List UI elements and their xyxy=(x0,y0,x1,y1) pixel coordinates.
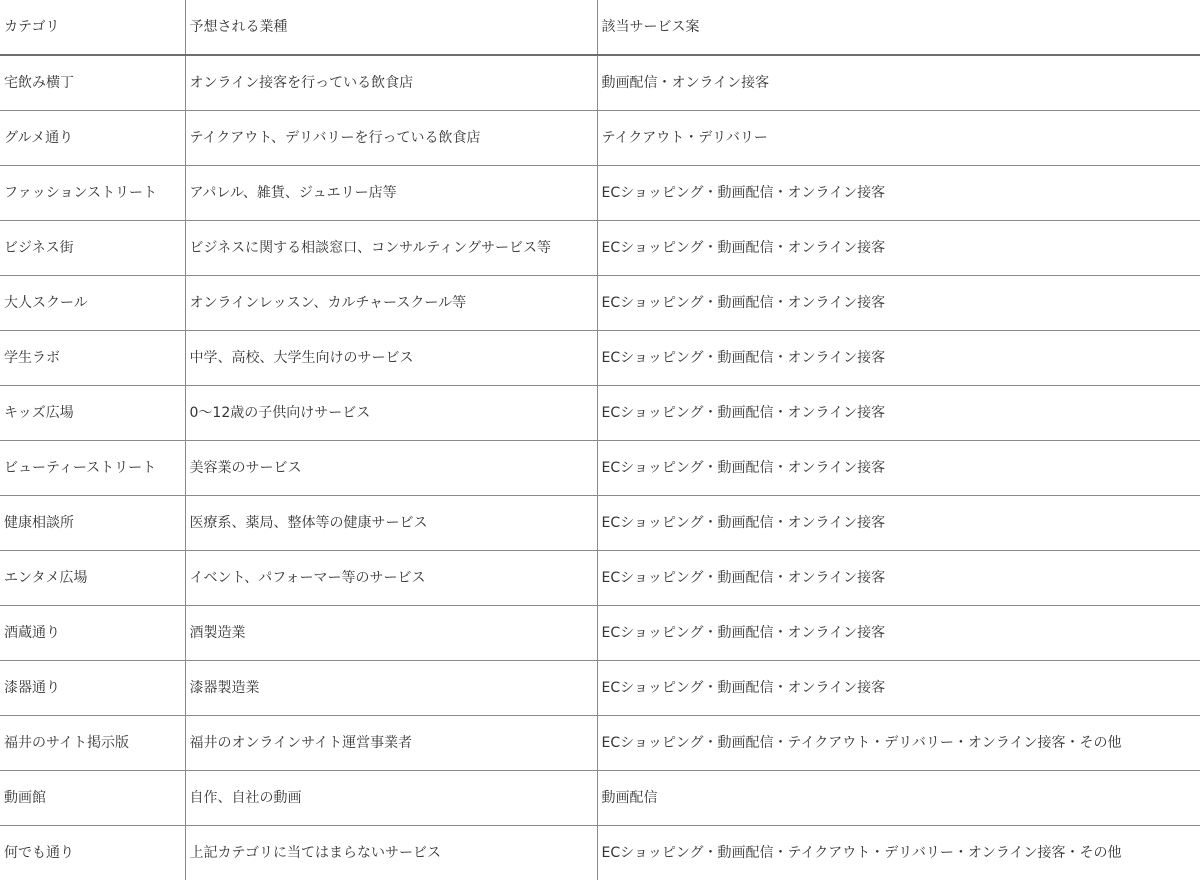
category-cell: 学生ラボ xyxy=(0,331,185,386)
category-cell: 大人スクール xyxy=(0,276,185,331)
industry-cell: 漆器製造業 xyxy=(185,661,597,716)
category-cell: キッズ広場 xyxy=(0,386,185,441)
table-row xyxy=(0,276,1200,331)
industry-cell: 福井のオンラインサイト運営事業者 xyxy=(185,716,597,771)
service-cell: ECショッピング・動画配信・オンライン接客 xyxy=(597,331,1200,386)
service-cell: ECショッピング・動画配信・オンライン接客 xyxy=(597,551,1200,606)
category-cell: ファッションストリート xyxy=(0,166,185,221)
table-row xyxy=(0,496,1200,551)
table-row xyxy=(0,386,1200,441)
table-row xyxy=(0,221,1200,276)
service-cell: ECショッピング・動画配信・オンライン接客 xyxy=(597,441,1200,496)
category-cell: エンタメ広場 xyxy=(0,551,185,606)
industry-cell: 中学、高校、大学生向けのサービス xyxy=(185,331,597,386)
column-header-industry: 予想される業種 xyxy=(185,0,597,55)
category-cell: 健康相談所 xyxy=(0,496,185,551)
service-cell: ECショッピング・動画配信・オンライン接客 xyxy=(597,661,1200,716)
table-row xyxy=(0,606,1200,661)
table-row xyxy=(0,55,1200,111)
table-row xyxy=(0,111,1200,166)
industry-cell: 上記カテゴリに当てはまらないサービス xyxy=(185,826,597,880)
table-row xyxy=(0,826,1200,880)
industry-cell: アパレル、雑貨、ジュエリー店等 xyxy=(185,166,597,221)
industry-cell: オンラインレッスン、カルチャースクール等 xyxy=(185,276,597,331)
industry-cell: 美容業のサービス xyxy=(185,441,597,496)
table-row xyxy=(0,551,1200,606)
category-cell: 宅飲み横丁 xyxy=(0,55,185,111)
service-cell: ECショッピング・動画配信・オンライン接客 xyxy=(597,386,1200,441)
service-cell: テイクアウト・デリバリー xyxy=(597,111,1200,166)
table-row xyxy=(0,441,1200,496)
industry-cell: テイクアウト、デリバリーを行っている飲食店 xyxy=(185,111,597,166)
industry-cell: ビジネスに関する相談窓口、コンサルティングサービス等 xyxy=(185,221,597,276)
category-cell: 福井のサイト掲示版 xyxy=(0,716,185,771)
service-cell: ECショッピング・動画配信・テイクアウト・デリバリー・オンライン接客・その他 xyxy=(601,845,1122,861)
column-header-service: 該当サービス案 xyxy=(597,0,1200,55)
table-header-row xyxy=(0,0,1200,55)
category-cell: 動画館 xyxy=(0,771,185,826)
table-row xyxy=(0,661,1200,716)
industry-cell: 医療系、薬局、整体等の健康サービス xyxy=(185,496,597,551)
table-row xyxy=(0,716,1200,771)
industry-cell: オンライン接客を行っている飲食店 xyxy=(185,55,597,111)
industry-cell: 酒製造業 xyxy=(185,606,597,661)
service-cell: ECショッピング・動画配信・テイクアウト・デリバリー・オンライン接客・その他 xyxy=(597,716,1200,771)
column-header-category: カテゴリ xyxy=(0,0,185,55)
category-cell: グルメ通り xyxy=(0,111,185,166)
category-cell: 何でも通り xyxy=(0,826,185,880)
category-cell: ビューティーストリート xyxy=(0,441,185,496)
service-cell: ECショッピング・動画配信・オンライン接客 xyxy=(597,221,1200,276)
service-cell: 動画配信 xyxy=(597,771,1200,826)
service-cell: ECショッピング・動画配信・オンライン接客 xyxy=(597,166,1200,221)
service-cell: ECショッピング・動画配信・オンライン接客 xyxy=(597,606,1200,661)
industry-cell: 自作、自社の動画 xyxy=(185,771,597,826)
category-cell: 漆器通り xyxy=(0,661,185,716)
industry-cell: イベント、パフォーマー等のサービス xyxy=(185,551,597,606)
table-row xyxy=(0,771,1200,826)
table-row xyxy=(0,166,1200,221)
category-cell: 酒蔵通り xyxy=(0,606,185,661)
industry-cell: 0～12歳の子供向けサービス xyxy=(185,386,597,441)
service-cell: ECショッピング・動画配信・オンライン接客 xyxy=(597,276,1200,331)
service-cell: 動画配信・オンライン接客 xyxy=(597,55,1200,111)
category-cell: ビジネス街 xyxy=(0,221,185,276)
service-cell: ECショッピング・動画配信・オンライン接客 xyxy=(597,496,1200,551)
table-row xyxy=(0,331,1200,386)
